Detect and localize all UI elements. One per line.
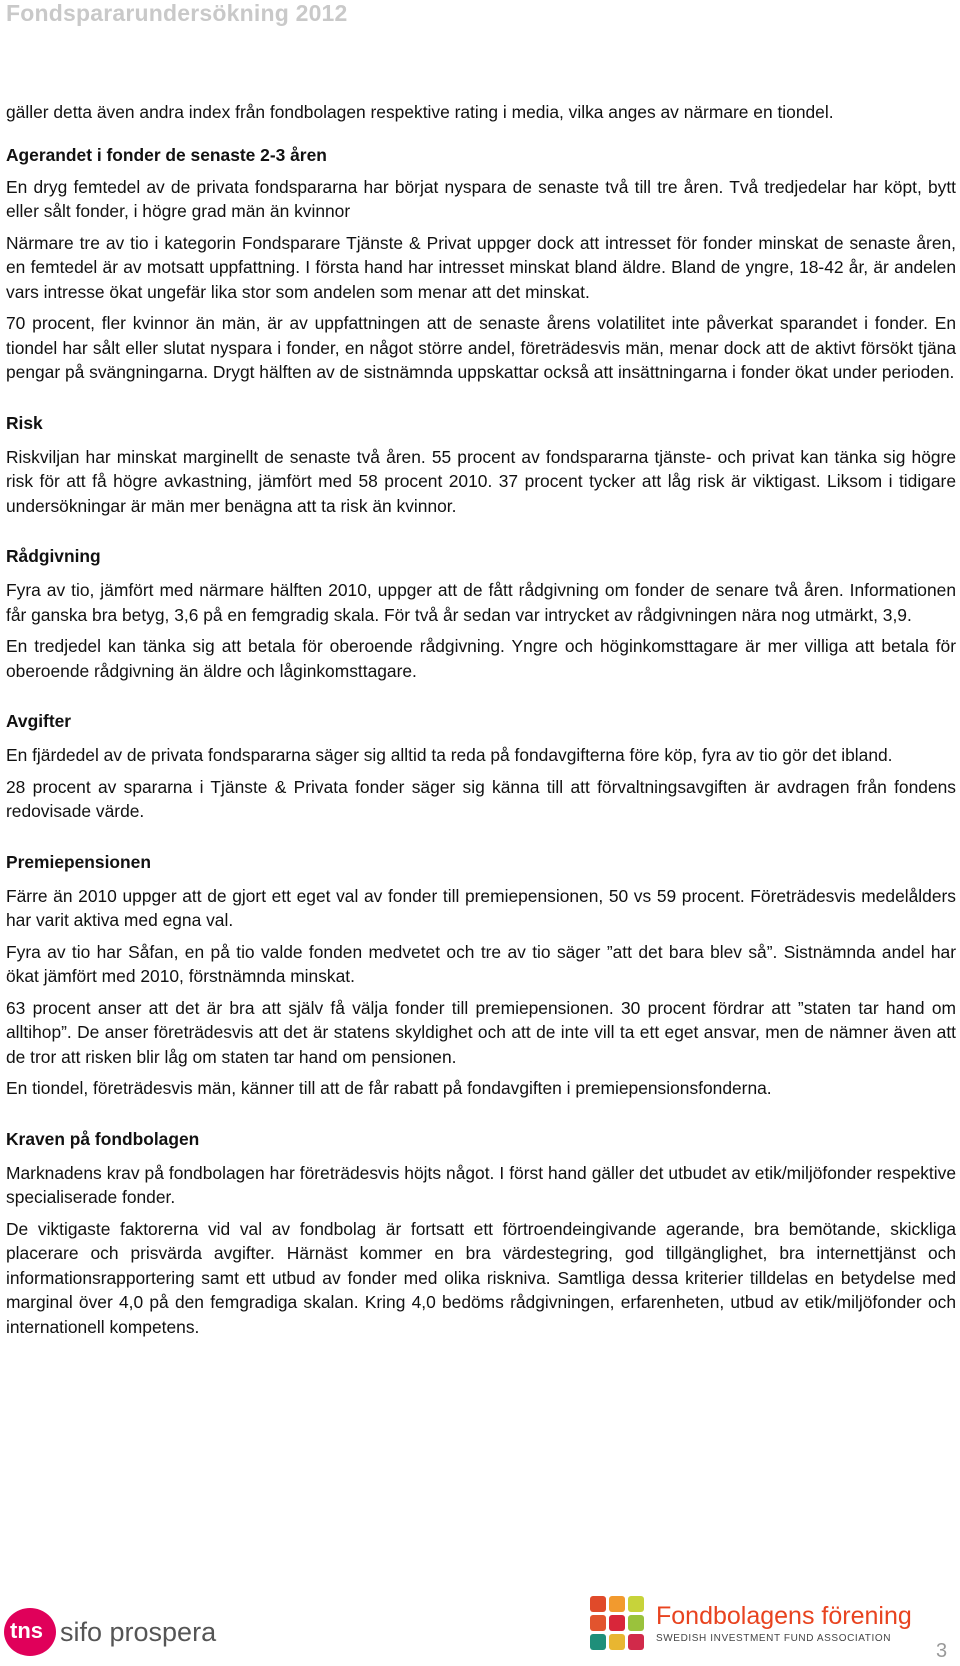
fondbolagen-name: Fondbolagens förening — [656, 1602, 912, 1630]
logo-square — [590, 1596, 606, 1612]
paragraph: En dryg femtedel av de privata fondspararna har börjat nyspara de senaste två till tre åren. Två tredjedelar har köpt, bytt eller sålt fonder, i högre grad män än kvinnor — [6, 176, 956, 221]
section-heading-avgifter: Avgifter — [6, 711, 72, 731]
section-heading-kraven: Kraven på fondbolagen — [6, 1128, 200, 1149]
tns-logo-text: sifo prospera — [60, 1616, 217, 1647]
tns-mark: tns — [10, 1618, 43, 1643]
paragraph: Fyra av tio, jämfört med närmare hälften 2010, uppger att de fått rådgivning om fonder de senare två åren. Informationen får ganska bra betyg, 3,6 på en femgradig skala. För två år sedan var intrycket av rådgivningen nära nog utmärkt, 3,9. — [6, 580, 956, 625]
section-heading-risk: Risk — [6, 412, 43, 433]
paragraph: Marknadens krav på fondbolagen har företrädesvis höjts något. I först hand gäller det utbudet av etik/miljöfonder respektive specialiserade fonder. — [6, 1162, 956, 1207]
paragraph: 63 procent anser att det är bra att själv få välja fonder till premiepensionen. 30 procent fördrar att ”staten tar hand om alltihop”. De anser företrädesvis att det är statens skyldighet och att de inte vill ta ett eget ansvar, men de nämner även att de tror att risken blir låg om staten tar hand om pensionen. — [6, 997, 956, 1067]
section-heading-premiepensionen: Premiepensionen — [6, 851, 151, 872]
page-header-title: Fondspararundersökning 2012 — [6, 0, 348, 26]
tns-logo-icon — [4, 1608, 56, 1656]
section-heading-agerande: Agerandet i fonder de senaste 2-3 åren — [6, 144, 327, 165]
fondbolagens-forening-logo — [590, 1596, 912, 1650]
logo-square — [628, 1634, 644, 1650]
logo-square — [609, 1634, 625, 1650]
logo-square — [609, 1615, 625, 1631]
logo-square — [590, 1634, 606, 1650]
paragraph: 28 procent av spararna i Tjänste & Privata fonder säger sig känna till att förvaltningsavgiften är avdragen från fondens redovisade värde. — [6, 776, 956, 821]
logo-square — [628, 1615, 644, 1631]
page-footer — [0, 1590, 960, 1666]
paragraph: De viktigaste faktorerna vid val av fondbolag är fortsatt ett förtroendeingivande agerande, bra bemötande, skickliga placerare och prisvärda avgifter. Härnäst kommer en bra värdestegring, god tillgänglighet, bra internettjänst och informationsrapportering samt ett utbud av fonder med olika riskniva. Samtliga dessa kriterier tilldelas en betydelse med marginal över 4,0 på den femgradiga skalan. Kring 4,0 bedöms rådgivningen, erfarenheten, utbud av etik/miljöfonder och internationell kompetens. — [6, 1218, 956, 1337]
logo-square — [628, 1596, 644, 1612]
paragraph: Färre än 2010 uppger att de gjort ett eget val av fonder till premiepensionen, 50 vs 59 procent. Företrädesvis medelålders har varit aktiva med egna val. — [6, 885, 956, 930]
logo-square — [609, 1596, 625, 1612]
paragraph: En fjärdedel av de privata fondspararna säger sig alltid ta reda på fondavgifterna före köp, fyra av tio gör det ibland. — [6, 745, 893, 765]
fondbolagen-subtitle: SWEDISH INVESTMENT FUND ASSOCIATION — [656, 1633, 892, 1644]
logo-square — [590, 1615, 606, 1631]
paragraph: En tiondel, företrädesvis män, känner till att de får rabatt på fondavgiften i premiepensionsfonderna. — [6, 1078, 772, 1098]
paragraph: Närmare tre av tio i kategorin Fondsparare Tjänste & Privat uppger dock att intresset för fonder minskat de senaste åren, en femtedel är av motsatt uppfattning. I första hand har intresset minskat bland äldre. Bland de yngre, 18-42 år, är andelen vars intresse ökat ungefär lika stor som andelen som menar att det minskat. — [6, 232, 956, 302]
intro-paragraph: gäller detta även andra index från fondbolagen respektive rating i media, vilka anges av närmare en tiondel. — [6, 102, 834, 122]
paragraph: En tredjedel kan tänka sig att betala för oberoende rådgivning. Yngre och höginkomsttagare är mer villiga att betala för oberoende rådgivning än äldre och låginkomsttagare. — [6, 636, 956, 681]
paragraph: Fyra av tio har Såfan, en på tio valde fonden medvetet och tre av tio säger ”att det bara blev så”. Sistnämnda andel har ökat jämfört med 2010, förstnämnda minskat. — [6, 941, 956, 986]
page-number: 3 — [936, 1640, 948, 1662]
tns-sifo-prospera-logo — [4, 1608, 216, 1656]
paragraph: Riskviljan har minskat marginellt de senaste två åren. 55 procent av fondspararna tjänste- och privat kan tänka sig högre risk för att få högre avkastning, jämfört med 58 procent 2010. 37 procent tycker att låg risk är viktigast. Liksom i tidigare undersökningar är män mer benägna att ta risk än kvinnor. — [6, 446, 956, 516]
document-body — [6, 100, 956, 1346]
fondbolagen-grid-icon — [590, 1596, 644, 1650]
section-heading-radgivning: Rådgivning — [6, 546, 101, 566]
paragraph: 70 procent, fler kvinnor än män, är av uppfattningen att de senaste årens volatilitet inte påverkat sparandet i fonder. En tiondel har sålt eller slutat nyspara i fonder, en något större andel, företrädesvis män, menar dock att de aktivt försökt tjäna pengar på svängningarna. Drygt hälften av de sistnämnda uppskattar också att insättningarna i fonder ökat under perioden. — [6, 313, 956, 382]
